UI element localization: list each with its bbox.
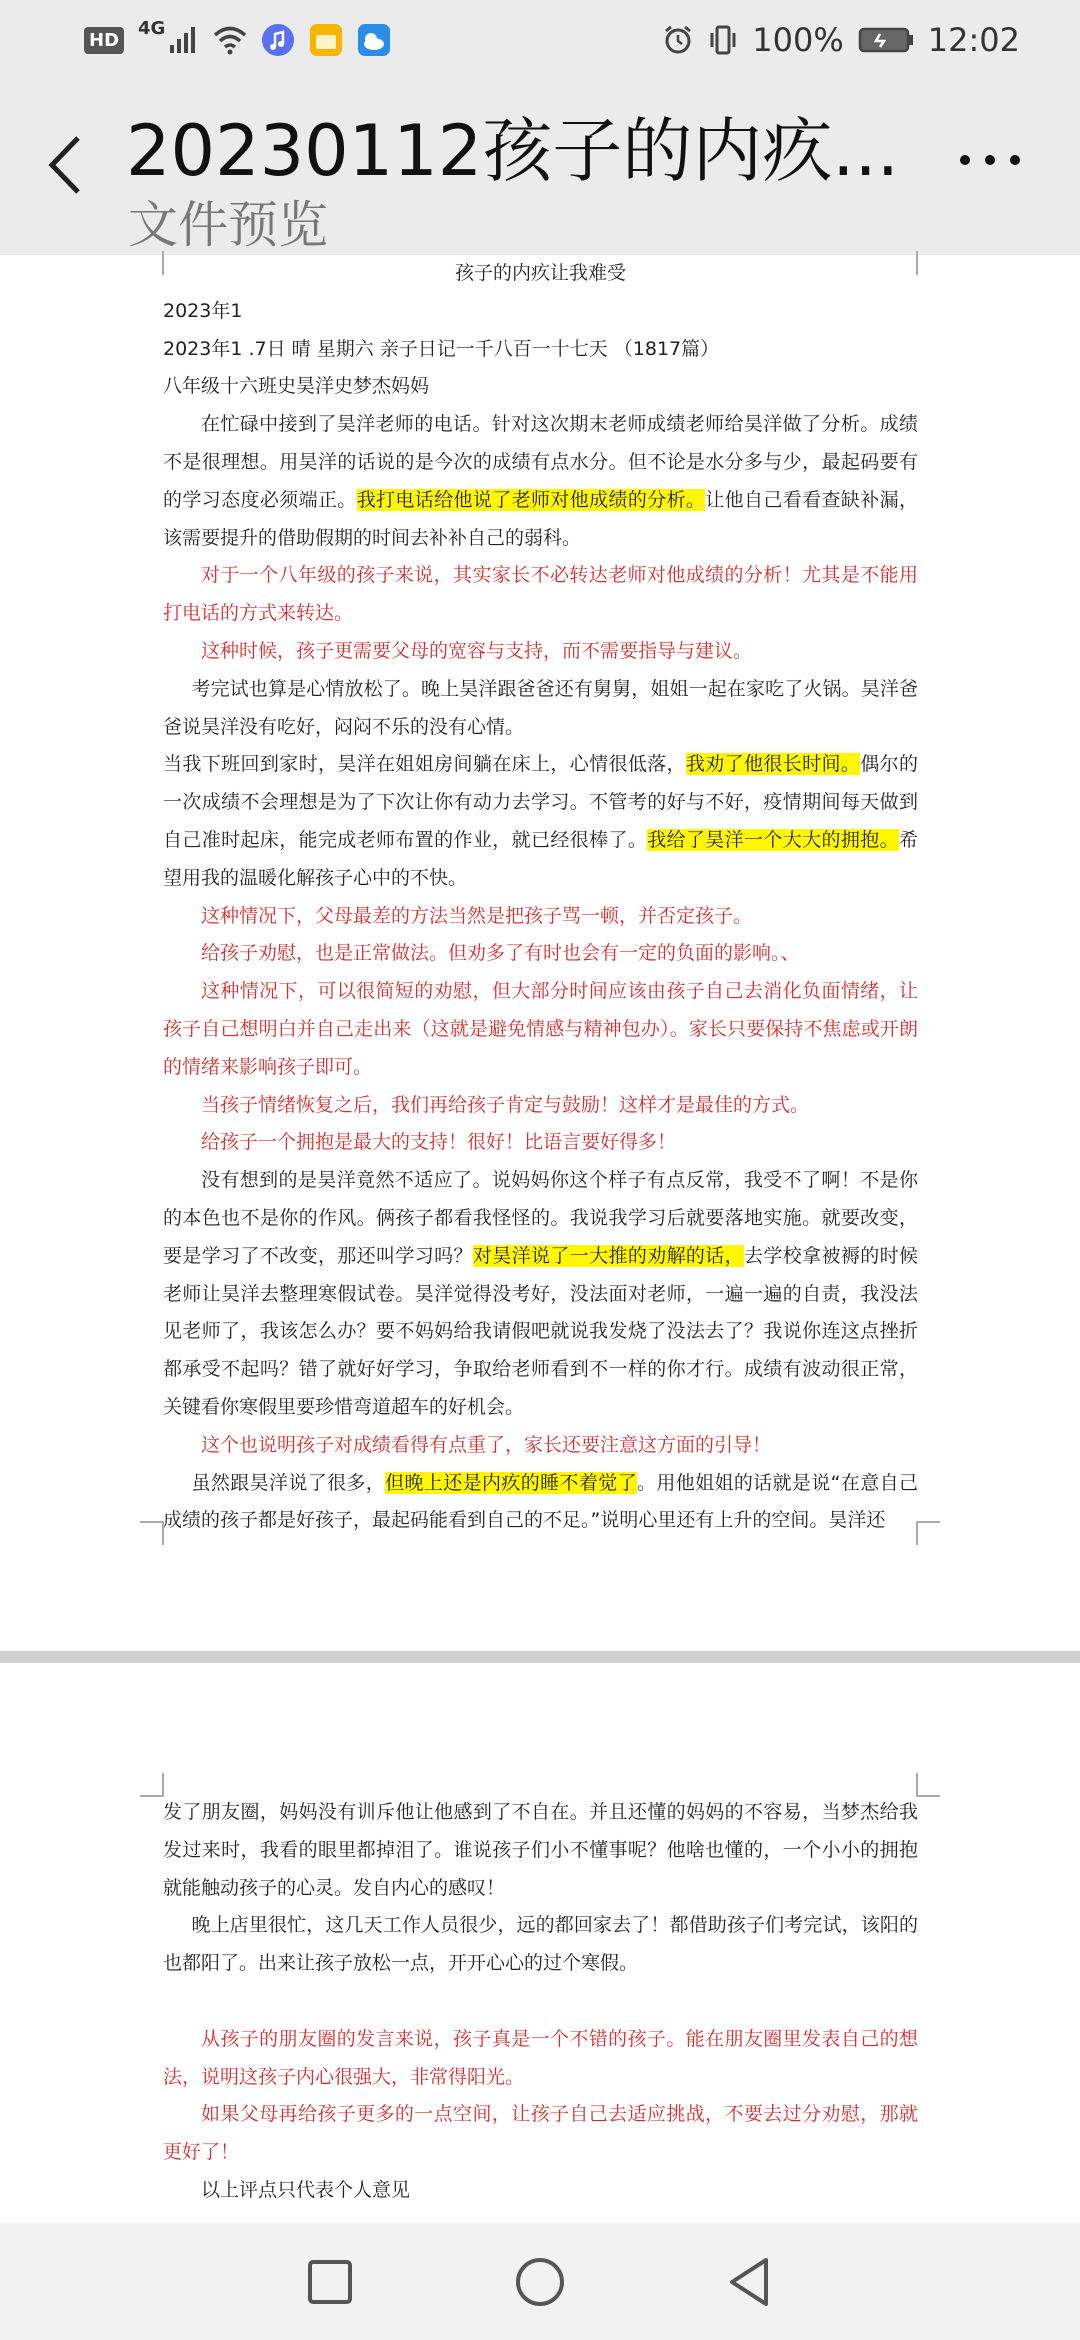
text-run: 以上评点只代表个人意见 <box>201 2178 411 2201</box>
text-run: 2023年1 .7日 晴 星期六 亲子日记一千八百一十七天 （1817篇） <box>163 337 720 360</box>
margin-mark <box>140 251 164 275</box>
text-run: 发了朋友圈，妈妈没有训斥他让他感到了不自在。并且还懂的妈妈的不容易，当梦杰给我发过来时，我看的眼里都掉泪了。谁说孩子们小不懂事呢？他啥也懂的，一个小小的拥抱就能触动孩子的心灵。发自内心的感叹！ <box>163 1801 918 1899</box>
text-run: 在忙碌中接到了昊洋老师的电话。针对这次期末老师成绩老师给昊洋做了分析。成绩不是很理想。用昊洋的话说的是今次的成绩有点水分。但不论是水分多与少，最起码要有的学习态度必须端正。 <box>163 413 918 511</box>
file-preview-label: 文件预览 <box>128 196 328 254</box>
text-run: 这种情况下，可以很简短的劝慰，但大部分时间应该由孩子自己去消化负面情绪，让孩子自己想明白并自己走出来（这就是避免情感与精神包办）。家长只要保持不焦虑或开朗的情绪来影响孩子即可。 <box>163 980 918 1078</box>
document-title: 20230112孩子的内疚... <box>126 110 900 192</box>
text-run: 这种情况下，父母最差的方法当然是把孩子骂一顿，并否定孩子。 <box>201 904 753 927</box>
document-page-1[interactable] <box>0 255 1080 1651</box>
highlighted-text: 对昊洋说了一大推的劝解的话， <box>472 1244 745 1267</box>
text-run: 如果父母再给孩子更多的一点空间，让孩子自己去适应挑战，不要去过分劝慰，那就更好了！ <box>163 2103 918 2164</box>
back-arrow-icon[interactable] <box>40 130 90 200</box>
paragraph <box>163 1427 918 1465</box>
highlighted-text: 我给了昊洋一个大大的拥抱。 <box>647 828 899 851</box>
paragraph <box>163 671 918 747</box>
battery-icon <box>858 26 914 54</box>
highlighted-text: 我打电话给他说了老师对他成绩的分析。 <box>356 488 706 511</box>
text-run: 从孩子的朋友圈的发言来说，孩子真是一个不错的孩子。能在朋友圈里发表自己的想法，说明这孩子内心很强大，非常得阳光。 <box>163 2027 918 2088</box>
highlighted-text: 我劝了他很长时间。 <box>685 753 861 776</box>
page-1-text <box>163 255 918 1540</box>
text-run: 没有想到的是昊洋竟然不适应了。说妈妈你这个样子有点反常，我受不了啊！不是你的本色也不是你的作风。俩孩子都看我怪怪的。我说我学习后就要落地实施。就要改变，要是学习了不改变，那还叫学习吗？ <box>163 1169 918 1267</box>
blank-line <box>163 1983 918 2021</box>
status-bar <box>0 0 1080 80</box>
text-run: 去学校拿被褥的时候老师让昊洋去整理寒假试卷。昊洋觉得没考好，没法面对老师，一遍一遍的自责，我没法见老师了，我该怎么办？要不妈妈给我请假吧就说我发烧了没法去了？我说你连这点挫折都承受不起吗？错了就好好学习，争取给老师看到不一样的你才行。成绩有波动很正常，关键看你寒假里要珍惜弯道超车的好机会。 <box>163 1244 918 1418</box>
network-type: 4G <box>138 17 166 39</box>
signal-icon <box>169 25 199 55</box>
text-run: 2023年1 <box>163 299 243 322</box>
margin-mark <box>916 1773 940 1797</box>
hd-badge: HD <box>84 27 124 54</box>
files-app-icon <box>309 23 343 57</box>
paragraph <box>163 331 918 369</box>
paragraph <box>163 406 918 557</box>
text-run: 这个也说明孩子对成绩看得有点重了，家长还要注意这方面的引导！ <box>201 1433 772 1456</box>
paragraph <box>163 557 918 633</box>
text-run: 八年级十六班史昊洋史梦杰妈妈 <box>163 375 430 398</box>
paragraph <box>163 293 918 331</box>
text-run: 虽然跟昊洋说了很多， <box>191 1471 386 1494</box>
text-run: 孩子的内疚让我难受 <box>454 262 626 284</box>
alarm-icon <box>662 24 694 56</box>
text-run: 对于一个八年级的孩子来说，其实家长不必转达老师对他成绩的分析！尤其是不能用打电话的方式来转达。 <box>163 564 918 625</box>
paragraph <box>163 973 918 1086</box>
text-run: 当孩子情绪恢复之后，我们再给孩子肯定与鼓励！这样才是最佳的方式。 <box>201 1093 810 1116</box>
paragraph <box>163 1465 918 1541</box>
status-left <box>84 17 391 57</box>
music-app-icon <box>261 23 295 57</box>
weather-app-icon <box>357 23 391 57</box>
text-run: 考完试也算是心情放松了。晚上昊洋跟爸爸还有舅舅，姐姐一起在家吃了火锅。昊洋爸爸说昊洋没有吃好，闷闷不乐的没有心情。 <box>163 677 918 738</box>
home-circle-icon[interactable] <box>510 2252 570 2312</box>
paragraph <box>163 2021 918 2097</box>
status-right <box>662 21 1020 59</box>
page-2-text <box>163 1794 918 2210</box>
paragraph <box>163 368 918 406</box>
text-run: 偶尔的一次成绩不会理想是为了下次让你有动力去学习。不管考的好与不好，疫情期间每天做到自己准时起床，能完成老师布置的作业，就已经很棒了。 <box>163 753 918 851</box>
text-run: 给孩子一个拥抱是最大的支持！很好！比语言要好得多！ <box>201 1131 677 1154</box>
paragraph <box>163 1162 918 1427</box>
text-run: 当我下班回到家时，昊洋在姐姐房间躺在床上，心情很低落， <box>163 753 686 776</box>
app-header <box>0 80 1080 255</box>
wifi-icon <box>213 25 247 55</box>
back-triangle-icon[interactable] <box>720 2252 780 2312</box>
text-run: 晚上店里很忙，这几天工作人员很少，远的都回家去了！都借助孩子们考完试，该阳的也都阳了。出来让孩子放松一点，开开心心的过个寒假。 <box>163 1914 918 1975</box>
text-run: 这种时候，孩子更需要父母的宽容与支持，而不需要指导与建议。 <box>201 639 753 662</box>
paragraph <box>163 2096 918 2172</box>
margin-mark <box>916 251 940 275</box>
paragraph <box>163 633 918 671</box>
system-nav-bar <box>0 2223 1080 2340</box>
text-run: 让他自己看看查缺补漏，该需要提升的借助假期的时间去补补自己的弱科。 <box>163 488 918 549</box>
paragraph <box>163 898 918 936</box>
text-run: 希望用我的温暖化解孩子心中的不快。 <box>163 828 918 889</box>
paragraph <box>163 2172 918 2210</box>
highlighted-text: 但晚上还是内疚的睡不着觉了 <box>385 1471 637 1494</box>
margin-mark <box>916 1521 940 1545</box>
paragraph <box>163 255 918 293</box>
document-page-2[interactable] <box>0 1663 1080 2223</box>
paragraph <box>163 1124 918 1162</box>
vibrate-icon <box>708 24 738 56</box>
paragraph <box>163 1794 918 1907</box>
text-run: 给孩子劝慰，也是正常做法。但劝多了有时也会有一定的负面的影响。、 <box>201 942 800 965</box>
clock: 12:02 <box>927 21 1020 59</box>
paragraph <box>163 746 918 897</box>
battery-percent: 100% <box>752 21 844 59</box>
paragraph <box>163 1907 918 1983</box>
margin-mark <box>140 1521 164 1545</box>
paragraph <box>163 1087 918 1125</box>
more-options-icon[interactable] <box>960 140 1020 180</box>
text-run: 。用他姐姐的话就是说“在意自己成绩的孩子都是好孩子，最起码能看到自己的不足。”说明心里还有上升的空间。昊洋还 <box>163 1471 918 1532</box>
recents-square-icon[interactable] <box>300 2252 360 2312</box>
margin-mark <box>140 1773 164 1797</box>
page-separator <box>0 1651 1080 1663</box>
paragraph <box>163 935 918 973</box>
